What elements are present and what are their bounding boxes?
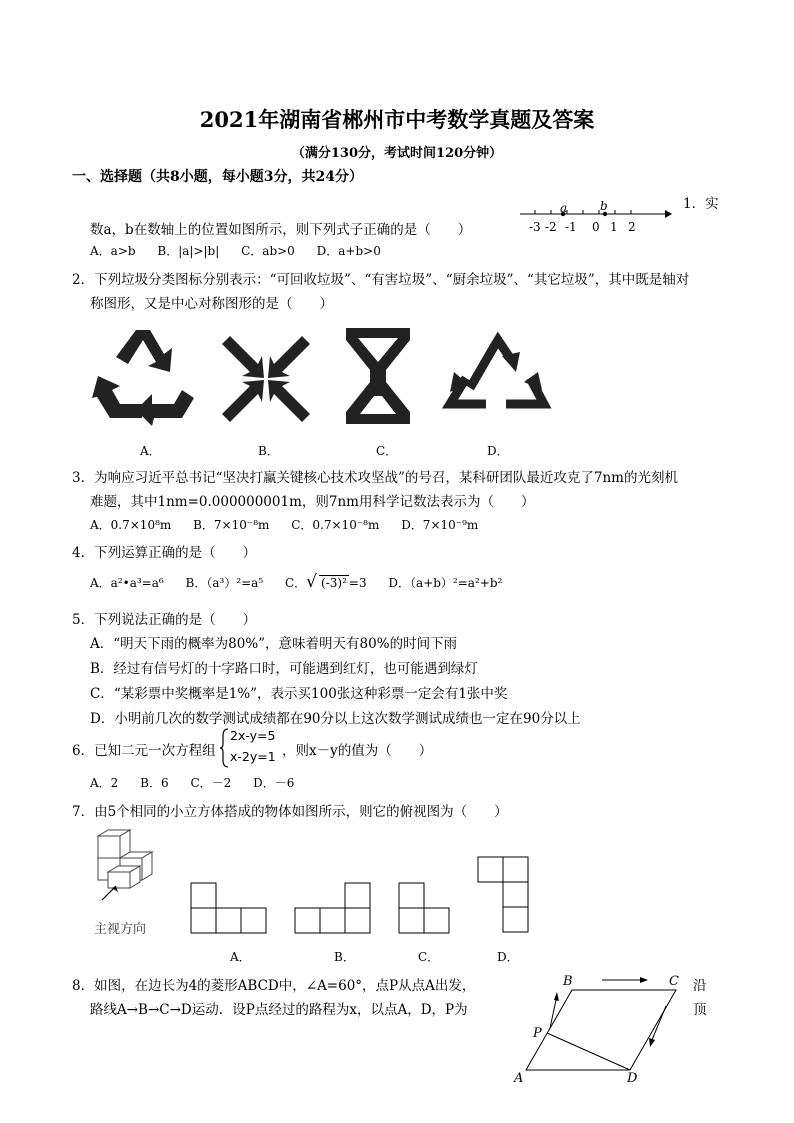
q5-option-b: B．经过有信号灯的十字路口时，可能遇到红灯，也可能遇到绿灯 bbox=[90, 661, 478, 677]
q1-tick-label: 2 bbox=[628, 220, 636, 234]
page-title: 2021年湖南省郴州市中考数学真题及答案 bbox=[199, 107, 595, 132]
vertex-b-label: B bbox=[563, 974, 573, 989]
q1-option-d: D．a+b>0 bbox=[316, 244, 381, 258]
q1-tick-label: 1 bbox=[610, 220, 618, 234]
q2-label-d: D． bbox=[487, 444, 509, 458]
q4-option-c-result: =3 bbox=[348, 576, 367, 590]
q3-option-b: B．7×10⁻⁸m bbox=[193, 518, 270, 532]
q1-option-b: B．|a|>|b| bbox=[157, 244, 220, 258]
q4-option-b: B．（a³）²=a⁵ bbox=[185, 576, 264, 590]
q1-tick-label: 0 bbox=[592, 220, 600, 234]
q1-label-a: a bbox=[560, 201, 568, 215]
q6-equation-2: x-2y=1 bbox=[230, 749, 276, 764]
q3-option-d: D．7×10⁻⁹m bbox=[401, 518, 479, 532]
recycle-icon bbox=[90, 328, 196, 424]
q3-option-a: A．0.7×10⁸m bbox=[90, 518, 172, 532]
q7-label-d: D． bbox=[497, 950, 519, 964]
page-subtitle: （满分130分，考试时间120分钟） bbox=[291, 146, 503, 161]
vertex-a-label: A bbox=[514, 1071, 524, 1086]
q6-option-d: D．－6 bbox=[253, 776, 295, 790]
kitchen-waste-icon bbox=[338, 326, 418, 426]
q4-options bbox=[90, 572, 520, 592]
q7-option-a-figure bbox=[190, 882, 268, 934]
q3-option-c: C．0.7×10⁻⁸m bbox=[291, 518, 380, 532]
q7-label-a: A． bbox=[230, 950, 251, 964]
q6-option-a: A．2 bbox=[90, 776, 119, 790]
q7-label-b: B． bbox=[334, 950, 355, 964]
q5-option-c: C．“某彩票中奖概率是1%”，表示买100张这种彩票一定会有1张中奖 bbox=[90, 686, 508, 702]
q6-stem-prefix: 6．已知二元一次方程组 bbox=[72, 743, 216, 759]
q4-option-c bbox=[284, 572, 367, 592]
q8-stem-line1: 8．如图，在边长为4的菱形ABCD中，∠A=60°，点P从点A出发， bbox=[72, 978, 476, 994]
q1-tick-label: -2 bbox=[545, 220, 557, 234]
q2-stem-line2: 称图形，又是中心对称图形的是（ ） bbox=[90, 296, 333, 312]
q1-number: 1．实 bbox=[683, 196, 719, 212]
point-p-label: P bbox=[533, 1026, 542, 1041]
q5-option-d: D．小明前几次的数学测试成绩都在90分以上这次数学测试成绩也一定在90分以上 bbox=[90, 711, 581, 727]
q8-stem-line1-tail: 沿 bbox=[693, 978, 707, 994]
q6-option-c: C．－2 bbox=[190, 776, 232, 790]
q3-stem-line1: 3．为响应习近平总书记“坚决打赢关键核心技术攻坚战”的号召，某科研团队最近攻克了7nm的光刻机 bbox=[72, 470, 678, 486]
vertex-c-label: C bbox=[669, 974, 679, 989]
q1-tick-label: -3 bbox=[529, 220, 541, 234]
q1-options bbox=[90, 242, 399, 259]
sqrt-icon: √ bbox=[306, 572, 318, 592]
q4-option-c-prefix: C． bbox=[284, 576, 307, 590]
q2-label-b: B． bbox=[258, 444, 279, 458]
q4-option-a: A．a²•a³=a⁶ bbox=[90, 576, 164, 590]
q3-options bbox=[90, 516, 496, 533]
q1-option-c: C．ab>0 bbox=[241, 244, 295, 258]
q6-options bbox=[90, 774, 312, 791]
hazardous-icon bbox=[218, 334, 314, 424]
brace-icon bbox=[219, 728, 229, 768]
q6-option-b: B．6 bbox=[140, 776, 169, 790]
q2-label-c: C． bbox=[376, 444, 398, 458]
q2-stem-line1: 2．下列垃圾分类图标分别表示：“可回收垃圾”、“有害垃圾”、“厨余垃圾”、“其它垃圾”，其中既是轴对 bbox=[72, 272, 690, 288]
q8-stem-line2: 路线A→B→C→D运动．设P点经过的路程为x，以点A，D，P为 bbox=[90, 1002, 468, 1018]
q1-tick-label: -1 bbox=[565, 220, 577, 234]
q6-equation-1: 2x-y=5 bbox=[230, 728, 276, 743]
q4-option-c-radicand: (-3)² bbox=[321, 576, 347, 590]
q4-option-d: D．（a+b）²=a²+b² bbox=[388, 576, 503, 590]
cube-stack-figure bbox=[88, 826, 168, 916]
q8-stem-line2-tail: 顶 bbox=[693, 1002, 707, 1018]
q6-stem-suffix: ，则x－y的值为（ ） bbox=[282, 743, 433, 759]
q7-direction-label: 主视方向 bbox=[94, 922, 147, 937]
q1-label-b: b bbox=[600, 199, 608, 213]
q7-stem: 7．由5个相同的小立方体搭成的物体如图所示，则它的俯视图为（ ） bbox=[72, 804, 508, 820]
q5-stem: 5．下列说法正确的是（ ） bbox=[72, 612, 257, 628]
q7-option-d-figure bbox=[477, 856, 531, 934]
vertex-d-label: D bbox=[627, 1071, 638, 1086]
q7-option-c-figure bbox=[398, 882, 452, 934]
q4-stem: 4．下列运算正确的是（ ） bbox=[72, 545, 257, 561]
other-waste-icon bbox=[446, 322, 550, 424]
section-heading: 一、选择题（共8小题，每小题3分，共24分） bbox=[72, 169, 363, 185]
q1-stem: 数a，b在数轴上的位置如图所示，则下列式子正确的是（ ） bbox=[90, 222, 472, 238]
q7-label-c: C． bbox=[418, 950, 440, 964]
q3-stem-line2: 难题，其中1nm=0.000000001m，则7nm用科学记数法表示为（ ） bbox=[90, 494, 535, 510]
q1-option-a: A．a>b bbox=[90, 244, 136, 258]
q7-option-b-figure bbox=[294, 882, 372, 934]
q2-label-a: A． bbox=[140, 444, 161, 458]
q5-option-a: A．“明天下雨的概率为80%”，意味着明天有80%的时间下雨 bbox=[90, 636, 458, 652]
